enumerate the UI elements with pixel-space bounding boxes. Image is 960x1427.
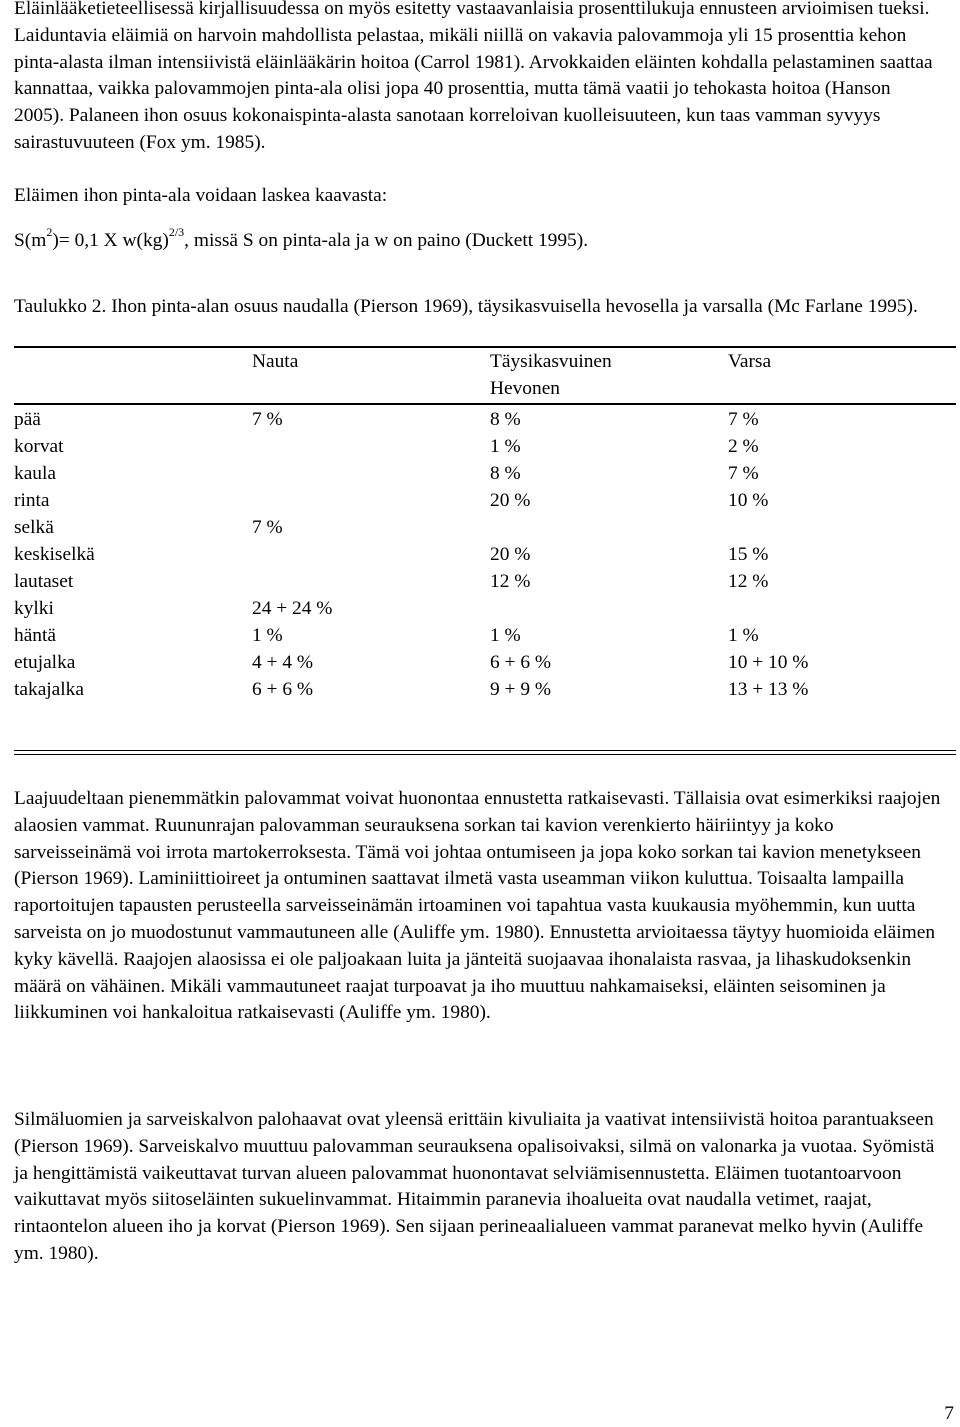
table-row-label: pää	[14, 409, 41, 430]
table-cell	[728, 595, 956, 622]
formula-rhs: , missä S on pinta-ala ja w on paino (Duckett 1995).	[184, 230, 589, 251]
table-row-label: lautaset	[14, 571, 74, 592]
table-cell: 7 %	[252, 409, 283, 430]
table-row-label: selkä	[14, 517, 54, 538]
formula-mid: )= 0,1 X w(kg)	[52, 230, 169, 251]
table-body	[14, 406, 956, 703]
table-cell	[252, 433, 490, 460]
table-caption: Taulukko 2. Ihon pinta-alan osuus naudalla (Pierson 1969), täysikasvuisella hevosella ja varsalla (Mc Farlane 1995).	[14, 296, 918, 317]
limb-injuries-paragraph: Laajuudeltaan pienemmätkin palovammat voivat huonontaa ennustetta ratkaisevasti. Tällaisia ovat esimerkiksi raajojen alaosien vammat. Ruununrajan palovamman seurauksena sorkan tai kavion verenkierto häiriintyy ja koko sarveisseinämä voi irrota martokerroksesta. Tämä voi johtaa ontumiseen ja jopa koko sorkan tai kavion menetykseen (Pierson 1969). Laminiittioireet ja ontuminen saattavat ilmetä vasta useamman viikon kuluttua. Toisaalta lampailla raportoitujen tapausten perusteella sarveisseinämän irtoaminen voi tapahtua vasta kuukausia myöhemmin, kun uutta sarveista on jo muodostunut vammautuneen alle (Auliffe ym. 1980). Ennustetta arvioitaessa täytyy huomioida eläimen kyky kävellä. Raajojen alaosissa ei ole paljoakaan luita ja jänteitä suojaavaa ihonalaista rasvaa, ja lihaskudoksenkin määrä on vähäinen. Mikäli vammautuneet raajat turpoavat ja iho muuttuu nahkamaiseksi, eläinten seisominen ja liikkuminen voi hankaloitua ratkaisevasti (Auliffe ym. 1980).	[14, 788, 941, 1024]
formula-mid-exponent: 2/3	[168, 225, 185, 239]
table-cell: 12 %	[490, 571, 531, 592]
table-row-label: rinta	[14, 490, 50, 511]
table-row-label: häntä	[14, 625, 56, 646]
table-cell: 1 %	[490, 436, 521, 457]
table-cell	[252, 541, 490, 568]
table-cell: 12 %	[728, 571, 769, 592]
table-cell: 6 + 6 %	[490, 652, 552, 673]
table-cell: 2 %	[728, 436, 759, 457]
table-cell: 1 %	[490, 625, 521, 646]
table-cell	[490, 514, 728, 541]
table-row	[14, 622, 956, 649]
table-cell	[490, 595, 728, 622]
table-row-label: etujalka	[14, 652, 76, 673]
table-cell	[252, 487, 490, 514]
table-cell: 1 %	[728, 625, 759, 646]
skin-area-table	[14, 348, 956, 703]
table-row-label: keskiselkä	[14, 544, 95, 565]
table-row-label: korvat	[14, 436, 64, 457]
formula-lhs-exponent: 2	[46, 225, 53, 239]
table-row	[14, 676, 956, 703]
table-cell: 10 %	[728, 490, 769, 511]
table-header-cell: Täysikasvuinen Hevonen	[490, 351, 612, 399]
table-row-label: kylki	[14, 598, 54, 619]
formula-lhs: S(m	[14, 230, 47, 251]
table-row	[14, 649, 956, 676]
table-header-cell: Nauta	[252, 351, 299, 372]
table-cell: 7 %	[728, 463, 759, 484]
eye-injuries-paragraph: Silmäluomien ja sarveiskalvon palohaavat ovat yleensä erittäin kivuliaita ja vaativat intensiivistä hoitoa parantuakseen (Pierson 1969). Sarveiskalvo muuttuu palovamman seurauksena opalisoivaksi, silmä on valonarka ja vuotaa. Syömistä ja hengittämistä vaikeuttavat turvan alueen palovammat huonontavat selviämisennustetta. Eläimen tuotantoarvoon vaikuttavat myös siitoseläinten sukuelinvammat. Hitaimmin paranevia ihoalueita ovat naudalla vetimet, raajat, rintaontelon alueen iho ja korvat (Pierson 1969). Sen sijaan perineaalialueen vammat paranevat melko hyvin (Auliffe ym. 1980).	[14, 1109, 935, 1264]
table-cell: 9 + 9 %	[490, 679, 552, 700]
table-row	[14, 433, 956, 460]
table-cell	[252, 460, 490, 487]
table-bottom-rule	[14, 750, 956, 755]
table-header-row	[14, 348, 956, 406]
table-header-cell: Varsa	[728, 351, 772, 372]
table-row	[14, 568, 956, 595]
page-number: 7	[944, 1403, 954, 1424]
table-cell: 8 %	[490, 409, 521, 430]
table-row	[14, 514, 956, 541]
table-cell	[252, 568, 490, 595]
table-row	[14, 406, 956, 433]
table-cell: 24 + 24 %	[252, 598, 333, 619]
table-row-label: kaula	[14, 463, 56, 484]
table-row	[14, 541, 956, 568]
table-cell: 1 %	[252, 625, 283, 646]
table-cell: 7 %	[252, 517, 283, 538]
table-row	[14, 460, 956, 487]
table-cell: 10 + 10 %	[728, 652, 809, 673]
table-row	[14, 595, 956, 622]
table-row	[14, 487, 956, 514]
table-cell: 13 + 13 %	[728, 679, 809, 700]
intro-paragraph: Eläinlääketieteellisessä kirjallisuudessa on myös esitetty vastaavanlaisia prosenttilukuja ennusteen arvioimisen tueksi. Laiduntavia eläimiä on harvoin mahdollista pelastaa, mikäli niillä on vakavia palovammoja yli 15 prosenttia kehon pinta-alasta ilman intensiivistä eläinlääkärin hoitoa (Carrol 1981). Arvokkaiden eläinten kohdalla pelastaminen saattaa kannattaa, vaikka palovammojen pinta-ala olisi jopa 40 prosenttia, mutta tämä vaatii jo tehokasta hoitoa (Hanson 2005). Palaneen ihon osuus kokonaispinta-alasta sanotaan korreloivan kuolleisuuteen, kun taas vamman syvyys sairastuvuuteen (Fox ym. 1985).	[14, 0, 933, 153]
table-cell: 8 %	[490, 463, 521, 484]
table-cell: 4 + 4 %	[252, 652, 314, 673]
surface-area-formula	[14, 225, 944, 254]
formula-intro-paragraph: Eläimen ihon pinta-ala voidaan laskea kaavasta:	[14, 185, 388, 206]
table-cell: 20 %	[490, 490, 531, 511]
table-cell: 15 %	[728, 544, 769, 565]
table-cell	[728, 514, 956, 541]
table-header-cell	[14, 348, 252, 406]
table-cell: 6 + 6 %	[252, 679, 314, 700]
table-cell: 7 %	[728, 409, 759, 430]
table-row-label: takajalka	[14, 679, 84, 700]
table-cell: 20 %	[490, 544, 531, 565]
